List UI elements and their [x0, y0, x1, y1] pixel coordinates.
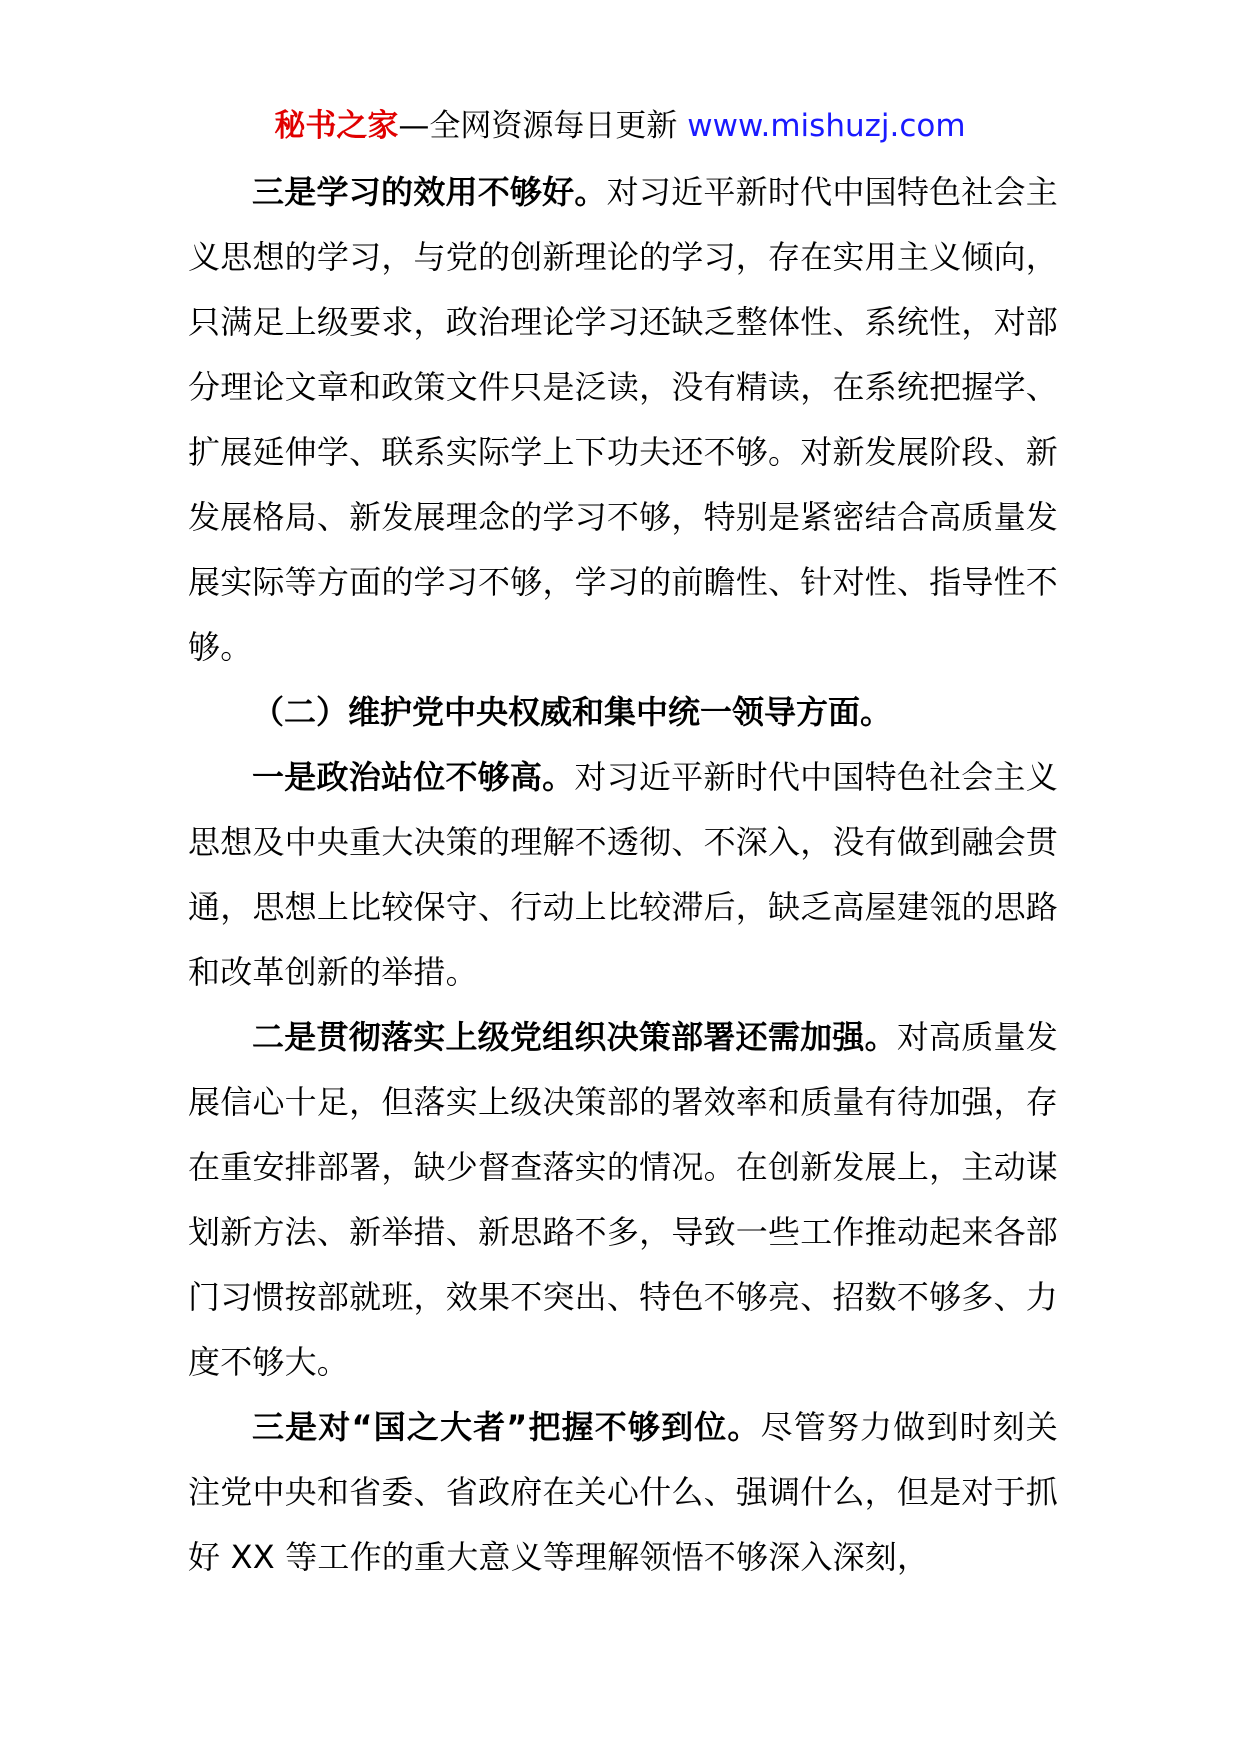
site-tagline: —全网资源每日更新 — [398, 108, 688, 144]
site-url-link[interactable]: www.mishuzj.com — [687, 108, 966, 144]
paragraph-lead: 三是学习的效用不够好。 — [252, 173, 607, 211]
paragraph-lead: 二是贯彻落实上级党组织决策部署还需加强。 — [252, 1018, 897, 1056]
paragraph-text: 对习近平新时代中国特色社会主义思想及中央重大决策的理解不透彻、不深入，没有做到融会贯通，思想上比较保守、行动上比较滞后，缺乏高屋建瓴的思路和改革创新的举措。 — [188, 758, 1058, 991]
document-body — [188, 160, 1058, 1590]
paragraph-text: 尽管努力做到时刻关注党中央和省委、省政府在关心什么、强调什么，但是对于抓好 XX 等工作的重大意义等理解领悟不够深入深刻， — [188, 1408, 1058, 1576]
paragraph-implementation — [188, 1005, 1058, 1395]
paragraph-national-priorities — [188, 1395, 1058, 1590]
paragraph-study-effect — [188, 160, 1058, 680]
paragraph-text: 对习近平新时代中国特色社会主义思想的学习，与党的创新理论的学习，存在实用主义倾向，只满足上级要求，政治理论学习还缺乏整体性、系统性，对部分理论文章和政策文件只是泛读，没有精读，在系统把握学、扩展延伸学、联系实际学上下功夫还不够。对新发展阶段、新发展格局、新发展理念的学习不够，特别是紧密结合高质量发展实际等方面的学习不够，学习的前瞻性、针对性、指导性不够。 — [188, 173, 1058, 666]
paragraph-lead: 一是政治站位不够高。 — [252, 758, 575, 796]
paragraph-lead: 三是对“国之大者”把握不够到位。 — [252, 1408, 761, 1446]
paragraph-text: 对高质量发展信心十足，但落实上级决策部的署效率和质量有待加强，存在重安排部署，缺少督查落实的情况。在创新发展上，主动谋划新方法、新举措、新思路不多，导致一些工作推动起来各部门习惯按部就班，效果不突出、特色不够亮、招数不够多、力度不够大。 — [188, 1018, 1058, 1381]
site-brand: 秘书之家 — [274, 108, 399, 144]
section-heading: （二）维护党中央权威和集中统一领导方面。 — [252, 693, 893, 731]
site-header — [0, 104, 1240, 148]
paragraph-political-stance — [188, 745, 1058, 1005]
